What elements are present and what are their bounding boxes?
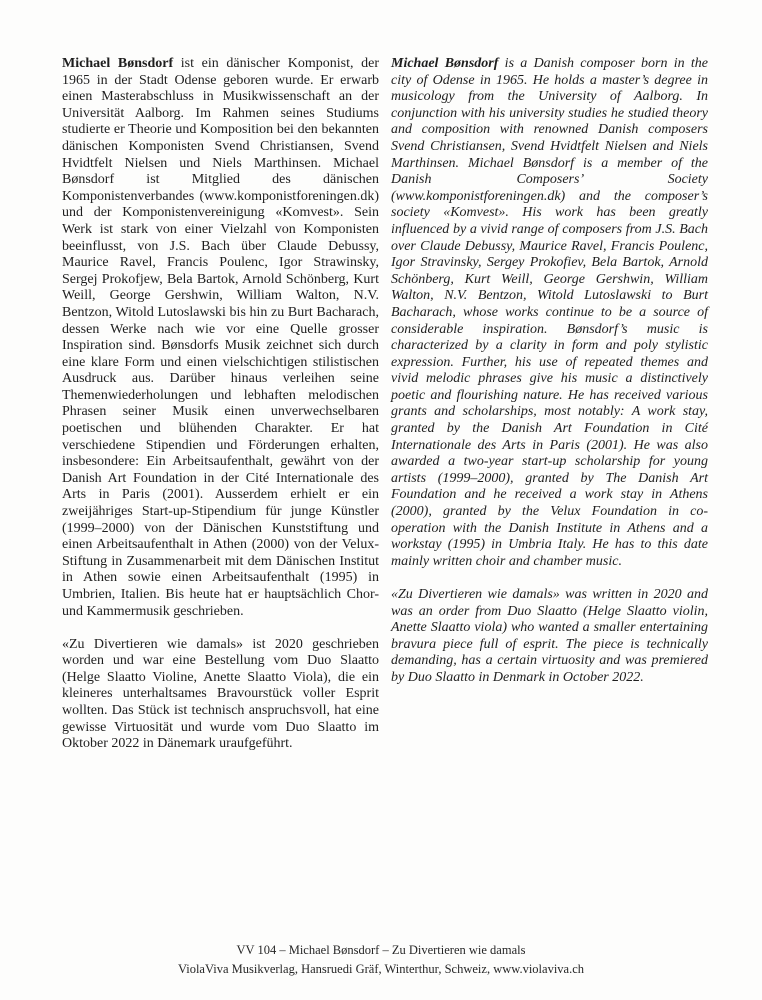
publisher-footer [0, 941, 762, 978]
german-column [62, 56, 379, 769]
english-bio-text: is a Danish composer born in the city of Odense in 1965. He holds a master’s degree in musicology from the University of Aalborg. In conjunction with his university studies he studied theory and composition with renowned Danish composers Svend Christiansen, Svend Hvidtfelt Nielsen and Niels Marthinsen. Michael Bønsdorf is a member of the Danish Composers’ Society (www.komponistforeningen.dk) and the composer’s society «Komvest». His work has been greatly influenced by a vivid range of composers from J.S. Bach over Claude Debussy, Maurice Ravel, Francis Poulenc, Igor Stravinsky, Sergey Prokofiev, Bela Bartok, Arnold Schönberg, Kurt Weill, George Gershwin, William Walton, N.V. Bentzon, Witold Lutoslawski to Burt Bacharach, whose works continue to be a source of considerable inspiration. Bønsdorf’s music is characterized by a clarity in form and poly stylistic expression. Further, his use of repeated themes and vivid melodic phrases give his music a distinctively poetic and flourishing nature. He has received various grants and scholarships, most notably: A work stay, granted by the Danish Art Foundation in Cité Internationale des Arts in Paris (2001). He was also awarded a two-year start-up scholarship for young artists (1999–2000), granted by The Danish Art Foundation and he received a work stay in Athens (2000), granted by the Velux Foundation in co-operation with the Danish Institute in Athens and a workstay (1995) in Umbria Italy. He has to this date mainly written choir and chamber music. [391, 56, 708, 569]
two-column-text-block [62, 56, 708, 769]
english-piece-paragraph [391, 587, 708, 687]
english-piece-text: «Zu Divertieren wie damals» was written in 2020 and was an order from Duo Slaatto (Helge Slaatto violin, Anette Slaatto viola) who wanted a smaller entertaining bravura piece full of esprit. The piece is technically demanding, has a certain virtuosity and was premiered by Duo Slaatto in Denmark in October 2022. [391, 586, 708, 685]
footer-catalog-line: VV 104 – Michael Bønsdorf – Zu Divertieren wie damals [236, 943, 526, 957]
german-piece-paragraph [62, 637, 379, 753]
english-bio-paragraph [391, 56, 708, 570]
footer-publisher-line: ViolaViva Musikverlag, Hansruedi Gräf, Winterthur, Schweiz, www.violaviva.ch [177, 961, 585, 976]
german-piece-text: «Zu Divertieren wie damals» ist 2020 geschrieben worden und war eine Bestellung vom Duo Slaatto (Helge Slaatto Violine, Anette Slaatto Viola), die ein kleineres unterhaltsames Bravourstück voller Esprit wollten. Das Stück ist technisch anspruchsvoll, hat eine gewisse Virtuosität und wurde vom Duo Slaatto im Oktober 2022 in Dänemark uraufgeführt. [62, 636, 379, 752]
composer-name-lead-de: Michael Bønsdorf [62, 56, 174, 71]
german-bio-text: ist ein dänischer Komponist, der 1965 in der Stadt Odense geboren wurde. Er erwarb einen Masterabschluss in Musikwissenschaft an der Universität Aalborg. Im Rahmen seines Studiums studierte er Theorie und Komposition bei den bekannten dänischen Komponisten Svend Christiansen, Svend Hvidtfelt Nielsen und Niels Marthinsen. Michael Bønsdorf ist Mitglied des dänischen Komponistenverbandes (www.komponistforeningen.dk) und der Komponistenvereinigung «Komvest». Sein Werk ist stark von einer Vielzahl von Komponisten beeinflusst, von J.S. Bach über Claude Debussy, Maurice Ravel, Francis Poulenc, Igor Strawinsky, Sergej Prokofjew, Bela Bartok, Arnold Schönberg, Kurt Weill, George Gershwin, William Walton, N.V. Bentzon, Witold Lutoslawski bis hin zu Burt Bacharach, dessen Werke nach wie vor eine Quelle grosser Inspiration sind. Bønsdorfs Musik zeichnet sich durch eine klare Form und einen vielschichtigen stilistischen Ausdruck aus. Darüber hinaus verleihen seine Themenwiederholungen und lebhaften melodischen Phrasen seiner Musik einen unverwechselbaren poetischen und blühenden Charakter. Er hat verschiedene Stipendien und Förderungen erhalten, insbesondere: Ein Arbeitsaufenthalt, gewährt von der Danish Art Foundation in der Cité Internationale des Arts in Paris (2001). Ausserdem erhielt er ein zweijähriges Start-up-Stipendium für junge Künstler (1999–2000) von der Dänischen Kunststiftung und einen Arbeitsaufenthalt in Athen (2000) von der Velux-Stiftung in Zusammenarbeit mit dem Dänischen Institut in Athen sowie einen Arbeitsaufenthalt (1995) in Umbrien, Italien. Bis heute hat er hauptsächlich Chor- und Kammermusik geschrieben. [62, 56, 379, 619]
english-column [391, 56, 708, 769]
german-bio-paragraph [62, 56, 379, 620]
composer-name-lead-en: Michael Bønsdorf [391, 56, 499, 71]
